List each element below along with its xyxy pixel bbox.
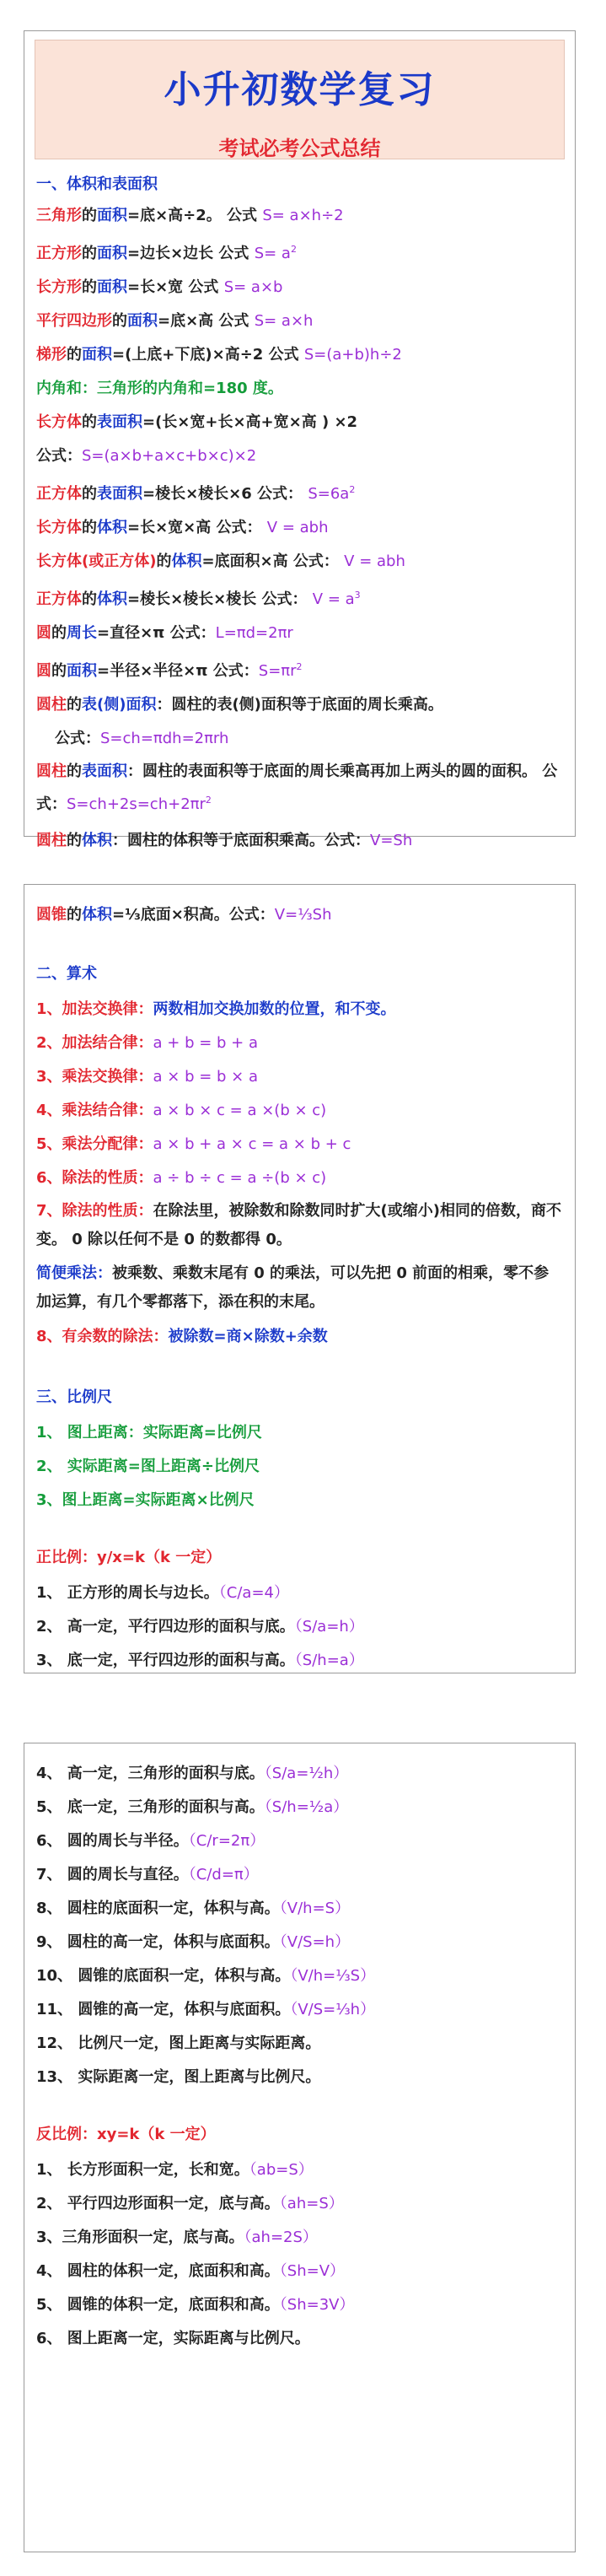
section-volume-area: [24, 175, 575, 851]
formula-card-2: [24, 884, 576, 1673]
formula-rectangle-area: 长方形的面积=长×宽 公式 S= a×b: [36, 278, 283, 296]
inverse-proportion-item: 1、 长方形面积一定，长和宽。（ab=S）: [36, 2161, 314, 2179]
direct-proportion-item: 7、 圆的周长与直径。（C/d=π）: [36, 1866, 259, 1883]
arithmetic-law-4: 4、乘法结合律：a × b × c = a ×(b × c): [36, 1102, 327, 1119]
inverse-proportion-item: 5、 圆锥的体积一定，底面积和高。（Sh=3V）: [36, 2296, 355, 2314]
direct-proportion-item: 1、 正方形的周长与边长。（C/a=4）: [36, 1584, 289, 1602]
formula-cube-volume: 正方体的体积=棱长×棱长×棱长 公式： $V = a^3$: [36, 590, 361, 608]
formula-cylinder-lateral-area-expr: 公式：S=ch=πdh=2πrh: [55, 730, 229, 747]
title-banner: [35, 40, 565, 159]
scale-rule-2: 2、 实际距离=图上距离÷比例尺: [36, 1458, 260, 1475]
inverse-proportion-item: 3、三角形面积一定，底与高。（ah=2S）: [36, 2228, 318, 2246]
triangle-angle-sum: 内角和：三角形的内角和=180 度。: [36, 380, 283, 397]
formula-card-3: [24, 1743, 576, 2552]
section-heading-arithmetic: 二、算术: [36, 965, 97, 983]
arithmetic-law-2: 2、加法结合律：a + b = b + a: [36, 1034, 259, 1052]
formula-cuboid-surface-area-expr: 公式：S=(a×b+a×c+b×c)×2: [36, 447, 257, 465]
formula-cylinder-lateral-area: 圆柱的表(侧)面积：圆柱的表(侧)面积等于底面的周长乘高。: [36, 696, 443, 714]
inverse-proportion-item: 6、 图上距离一定，实际距离与比例尺。: [36, 2330, 310, 2347]
formula-cuboid-surface-area: 长方体的表面积=(长×宽+长×高+宽×高 ) ×2: [36, 413, 358, 431]
arithmetic-law-3: 3、乘法交换律：a × b = b × a: [36, 1068, 259, 1086]
formula-cone-volume: 圆锥的体积=⅓底面×积高。公式：V=⅓Sh: [36, 906, 332, 924]
scale-rule-3: 3、图上距离=实际距离×比例尺: [36, 1491, 255, 1509]
direct-proportion-heading: 正比例：y/x=k（k 一定）: [36, 1549, 222, 1566]
direct-proportion-item: 3、 底一定，平行四边形的面积与高。（S/h=a）: [36, 1652, 364, 1669]
direct-proportion-item: 9、 圆柱的高一定，体积与底面积。（V/S=h）: [36, 1933, 351, 1951]
formula-cuboid-or-cube-volume: 长方体(或正方体)的体积=底面积×高 公式： V = abh: [36, 552, 405, 570]
section-heading-scale: 三、比例尺: [36, 1388, 112, 1406]
inverse-proportion-item: 2、 平行四边形面积一定，底与高。（ah=S）: [36, 2195, 344, 2212]
section-heading: 一、体积和表面积: [36, 175, 158, 193]
inverse-proportion-item: 4、 圆柱的体积一定，底面积和高。（Sh=V）: [36, 2262, 346, 2280]
direct-proportion-item: 12、 比例尺一定，图上距离与实际距离。: [36, 2034, 321, 2052]
direct-proportion-item: 2、 高一定，平行四边形的面积与底。（S/a=h）: [36, 1618, 364, 1636]
inverse-proportion-heading: 反比例：xy=k（k 一定）: [36, 2126, 216, 2143]
direct-proportion-item: 11、 圆锥的高一定，体积与底面积。（V/S=⅓h）: [36, 2001, 376, 2018]
formula-trapezoid-area: 梯形的面积=(上底+下底)×高÷2 公式 S=(a+b)h÷2: [36, 346, 402, 364]
page-title: 小升初数学复习: [164, 68, 436, 111]
scale-rule-1: 1、 图上距离：实际距离=比例尺: [36, 1424, 262, 1442]
direct-proportion-item: 6、 圆的周长与半径。（C/r=2π）: [36, 1832, 265, 1850]
direct-proportion-item: 5、 底一定，三角形的面积与高。（S/h=½a）: [36, 1798, 349, 1816]
arithmetic-law-6: 6、除法的性质：a ÷ b ÷ c = a ÷(b × c): [36, 1169, 327, 1187]
formula-card-1: [24, 30, 576, 849]
direct-proportion-item: 13、 实际距离一定，图上距离与比例尺。: [36, 2068, 321, 2086]
division-with-remainder: 8、有余数的除法：被除数=商×除数+余数: [36, 1328, 328, 1345]
direct-proportion-item: 10、 圆锥的底面积一定，体积与高。（V/h=⅓S）: [36, 1967, 376, 1985]
page-subtitle: 考试必考公式总结: [218, 137, 381, 160]
simplified-multiplication: 简便乘法：被乘数、乘数末尾有 0 的乘法，可以先把 0 前面的相乘，零不参加运算，有几个零都落下，添在积的末尾。: [36, 1264, 550, 1311]
formula-circle-circumference: 圆的周长=直径×π 公式：L=πd=2πr: [36, 624, 293, 642]
formula-parallelogram-area: 平行四边形的面积=底×高 公式 S= a×h: [36, 312, 314, 330]
formula-cylinder-surface-area: 圆柱的表面积：圆柱的表面积等于底面的周长乘高再加上两头的圆的面积。 公式：$S=ch+2s=ch+2\pi r^2$: [36, 763, 558, 813]
formula-cube-surface-area: 正方体的表面积=棱长×棱长×6 公式： $S=6a^2$: [36, 484, 356, 503]
formula-cylinder-volume: 圆柱的体积：圆柱的体积等于底面积乘高。公式：V=Sh: [36, 832, 413, 849]
arithmetic-law-7: 7、除法的性质：在除法里，被除数和除数同时扩大(或缩小)相同的倍数，商不变。 0 除以任何不是 0 的数都得 0。: [36, 1202, 561, 1248]
arithmetic-law-5: 5、乘法分配律：a × b + a × c = a × b + c: [36, 1135, 351, 1153]
formula-circle-area: 圆的面积=半径×半径×π 公式：$S=\pi r^2$: [36, 661, 303, 680]
formula-cuboid-volume: 长方体的体积=长×宽×高 公式： V = abh: [36, 519, 329, 536]
direct-proportion-item: 8、 圆柱的底面积一定，体积与高。（V/h=S）: [36, 1900, 351, 1917]
direct-proportion-item: 4、 高一定，三角形的面积与底。（S/a=½h）: [36, 1765, 349, 1782]
arithmetic-law-1: 1、加法交换律：两数相加交换加数的位置，和不变。: [36, 1000, 396, 1018]
formula-square-area: 正方形的面积=边长×边长 公式 $S= a^2$: [36, 244, 297, 262]
formula-triangle-area: 三角形的面积=底×高÷2。 公式 S= a×h÷2: [36, 207, 344, 224]
